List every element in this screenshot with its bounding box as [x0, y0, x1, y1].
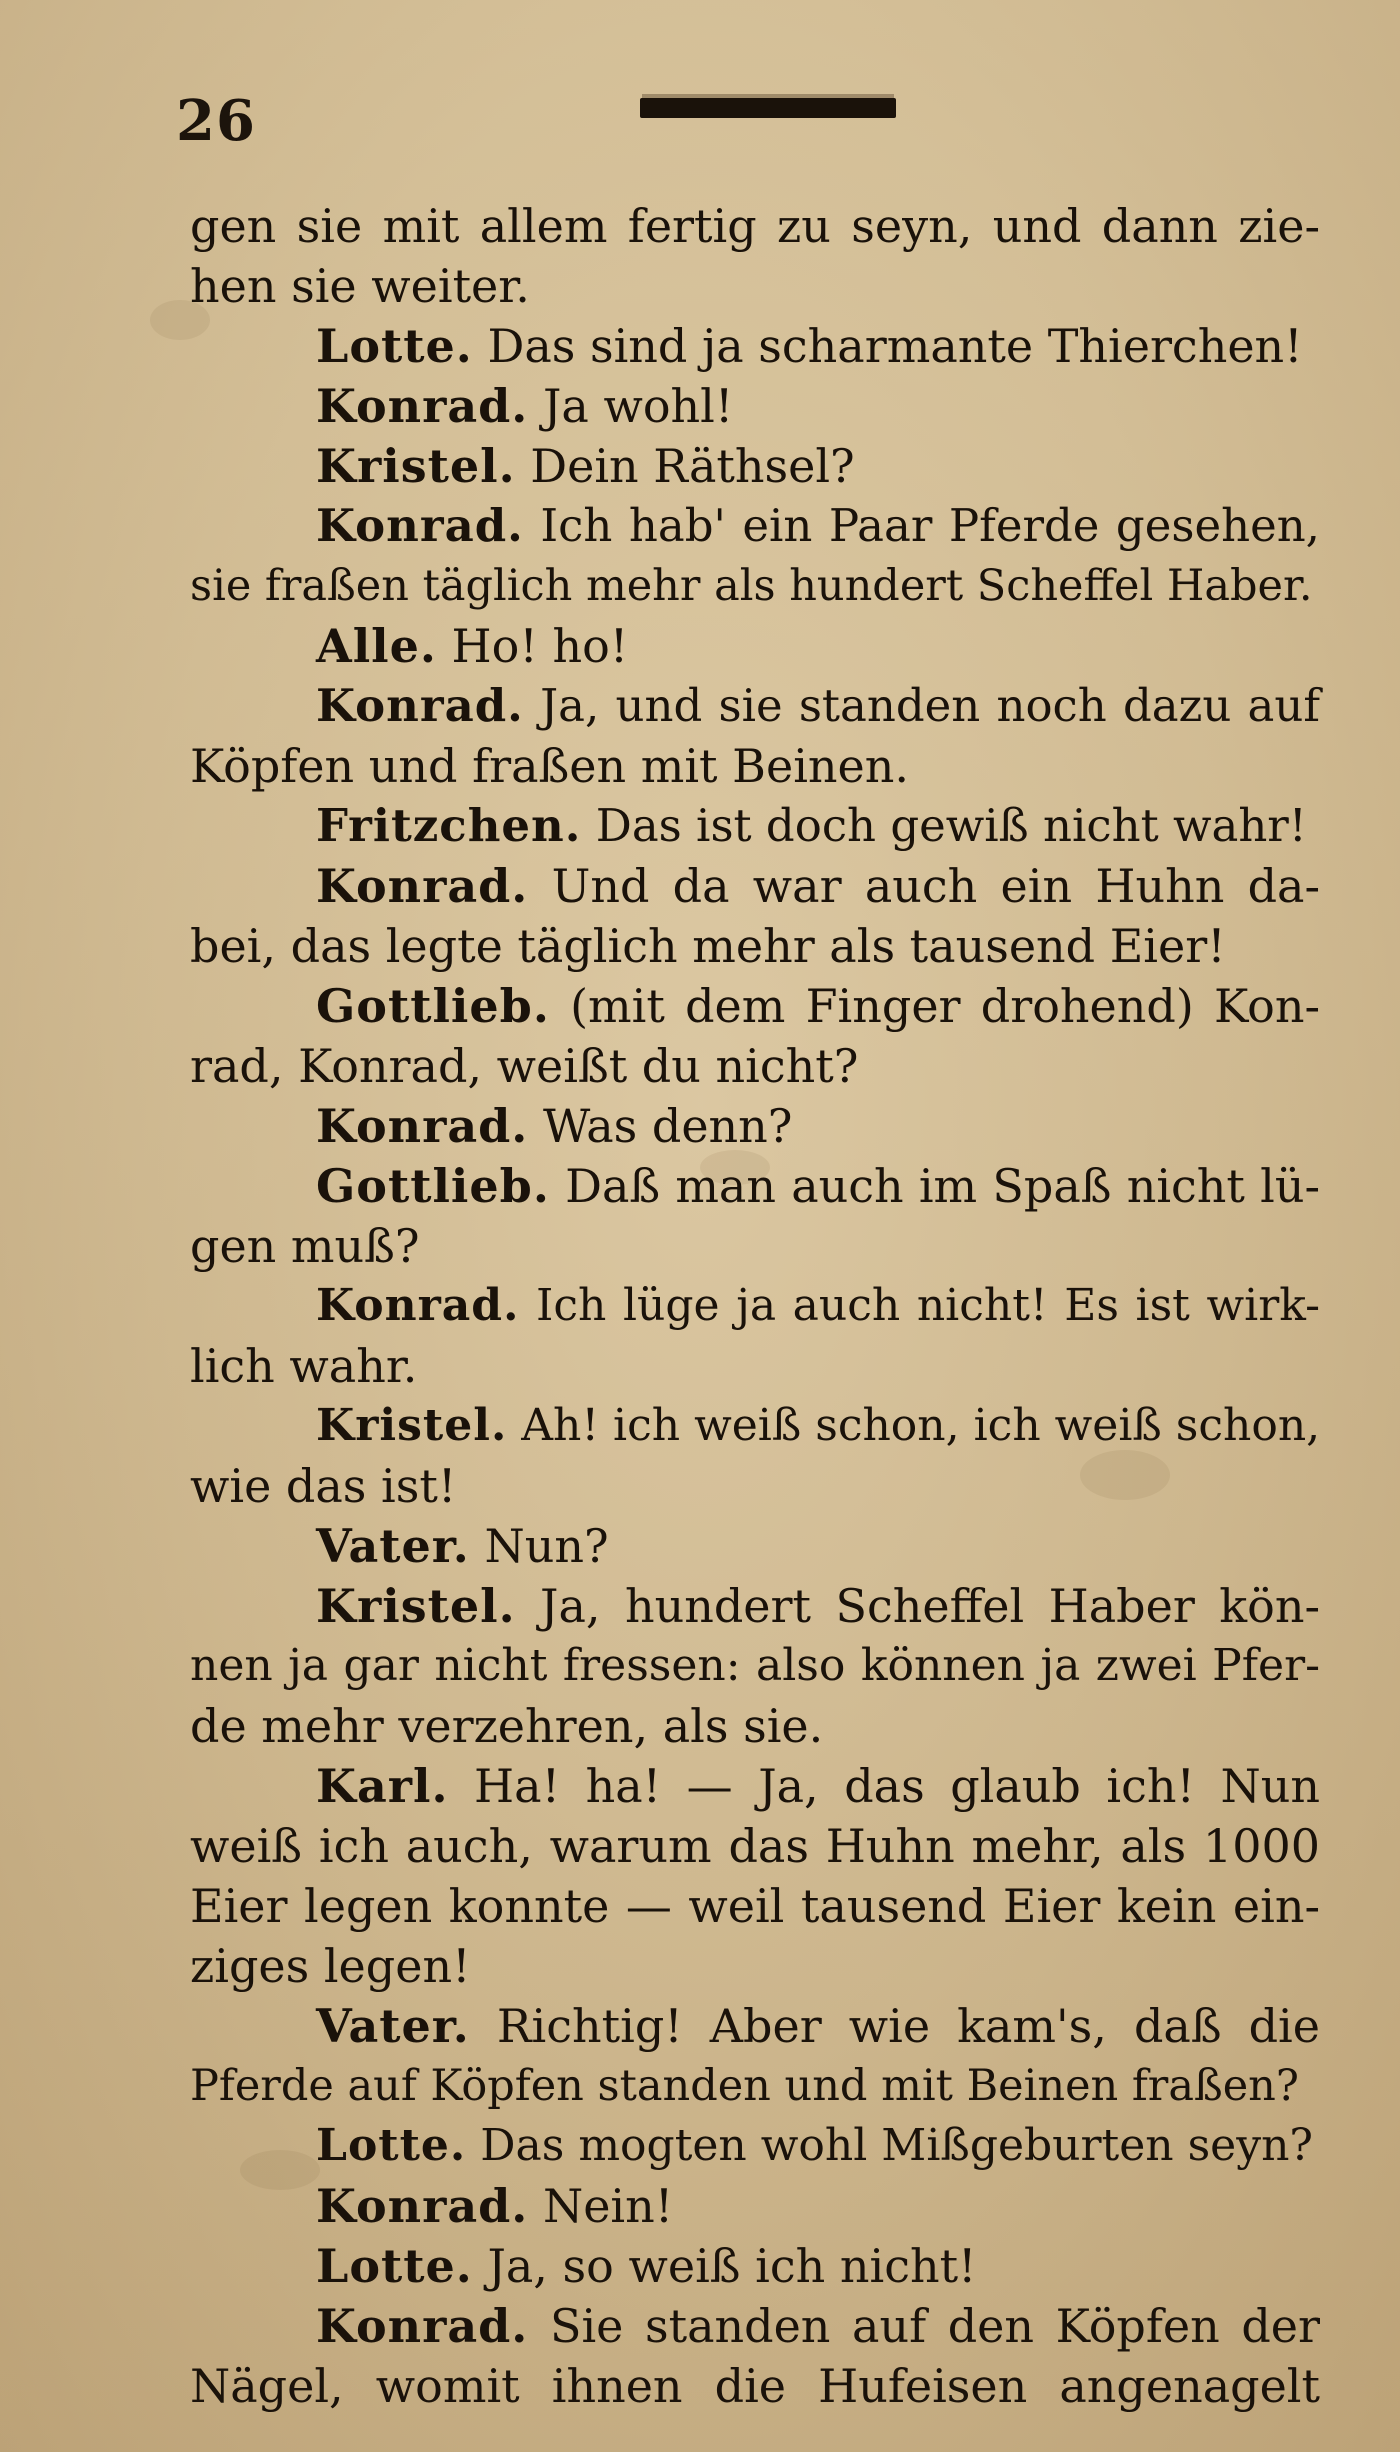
- speaker-name: Alle.: [316, 619, 437, 673]
- text-line: [190, 2356, 1320, 2416]
- line-text: Köpfen und fraßen mit Beinen.: [190, 739, 909, 793]
- speaker-name: Lotte.: [316, 319, 473, 373]
- text-line: [190, 856, 1320, 916]
- line-text: Ja, hundert Scheffel Haber kön-: [540, 1579, 1321, 1633]
- line-text: gen sie mit allem fertig zu seyn, und dann zie-: [190, 199, 1320, 253]
- text-line: [190, 796, 1320, 856]
- text-line: [190, 1336, 1320, 1396]
- text-line: [190, 2056, 1320, 2116]
- text-line: [190, 676, 1320, 736]
- speaker-name: Fritzchen.: [316, 799, 582, 852]
- text-line: [190, 1996, 1320, 2056]
- text-line: [190, 1276, 1320, 1336]
- text-line: [190, 376, 1320, 436]
- text-line: [190, 2176, 1320, 2236]
- line-text: weiß ich auch, warum das Huhn mehr, als 1000: [190, 1819, 1320, 1873]
- speaker-name: Vater.: [316, 1999, 470, 2053]
- text-line: [190, 436, 1320, 496]
- text-line: [190, 496, 1320, 556]
- speaker-name: Lotte.: [316, 2120, 467, 2171]
- text-line: [190, 1036, 1320, 1096]
- line-text: rad, Konrad, weißt du nicht?: [190, 1039, 859, 1093]
- line-text: Pferde auf Köpfen standen und mit Beinen fraßen?: [190, 2061, 1299, 2111]
- line-text: hen sie weiter.: [190, 259, 530, 313]
- line-text: Dein Räthsel?: [530, 439, 855, 493]
- speaker-name: Konrad.: [316, 379, 529, 433]
- line-text: Sie standen auf den Köpfen der: [549, 2299, 1321, 2353]
- line-text: ziges legen!: [190, 1939, 471, 1993]
- text-line: [190, 1156, 1320, 1216]
- text-line: [190, 616, 1320, 676]
- header-rule: [640, 98, 896, 118]
- text-line: [190, 1756, 1320, 1816]
- line-text: Das mogten wohl Mißgeburten seyn?: [480, 2120, 1314, 2171]
- text-line: [190, 1516, 1320, 1576]
- text-line: [190, 1876, 1320, 1936]
- speaker-name: Kristel.: [316, 1400, 508, 1451]
- text-line: [190, 916, 1320, 976]
- speaker-name: Konrad.: [316, 2299, 529, 2353]
- text-line: [190, 1816, 1320, 1876]
- text-line: [190, 2236, 1320, 2296]
- line-text: wie das ist!: [190, 1459, 457, 1513]
- text-line: [190, 556, 1320, 616]
- text-line: [190, 1096, 1320, 1156]
- text-line: [190, 1216, 1320, 1276]
- text-line: [190, 736, 1320, 796]
- text-line: [190, 1396, 1320, 1456]
- page-header: [0, 0, 1400, 170]
- speaker-name: Gottlieb.: [316, 1159, 550, 1213]
- speaker-name: Vater.: [316, 1519, 470, 1573]
- line-text: (mit dem Finger drohend) Kon-: [570, 979, 1321, 1033]
- speaker-name: Konrad.: [316, 1099, 529, 1153]
- line-text: Ich hab' ein Paar Pferde gesehen,: [540, 499, 1320, 552]
- text-line: [190, 2296, 1320, 2356]
- text-line: [190, 1576, 1320, 1636]
- text-line: [190, 1636, 1320, 1696]
- speaker-name: Konrad.: [316, 499, 524, 552]
- line-text: Richtig! Aber wie kam's, daß die: [496, 1999, 1320, 2053]
- text-line: [190, 1936, 1320, 1996]
- line-text: Ja, so weiß ich nicht!: [487, 2239, 977, 2293]
- line-text: Das sind ja scharmante Thierchen!: [487, 319, 1303, 373]
- speaker-name: Kristel.: [316, 439, 516, 493]
- line-text: nen ja gar nicht fressen: also können ja zwei Pfer-: [190, 1640, 1320, 1691]
- line-text: Ich lüge ja auch nicht! Es ist wirk-: [536, 1280, 1320, 1331]
- line-text: lich wahr.: [190, 1339, 418, 1393]
- page-number: 26: [176, 88, 256, 154]
- text-line: [190, 196, 1320, 256]
- text-line: [190, 976, 1320, 1036]
- line-text: Ah! ich weiß schon, ich weiß schon,: [521, 1400, 1321, 1451]
- speaker-name: Kristel.: [316, 1579, 516, 1633]
- line-text: Ho! ho!: [451, 619, 629, 673]
- speaker-name: Konrad.: [316, 859, 529, 913]
- speaker-name: Gottlieb.: [316, 979, 550, 1033]
- line-text: Eier legen konnte — weil tausend Eier kein ein-: [190, 1879, 1320, 1933]
- speaker-name: Konrad.: [316, 679, 524, 732]
- line-text: Ja, und sie standen noch dazu auf: [540, 679, 1320, 732]
- speaker-name: Karl.: [316, 1759, 449, 1813]
- line-text: sie fraßen täglich mehr als hundert Scheffel Haber.: [190, 561, 1313, 611]
- line-text: Nein!: [542, 2179, 674, 2233]
- line-text: Nägel, womit ihnen die Hufeisen angenagelt: [190, 2359, 1320, 2413]
- text-line: [190, 256, 1320, 316]
- line-text: Ha! ha! — Ja, das glaub ich! Nun: [474, 1759, 1321, 1813]
- speaker-name: Konrad.: [316, 2179, 529, 2233]
- line-text: Daß man auch im Spaß nicht lü-: [565, 1159, 1320, 1213]
- body-text: [190, 196, 1320, 2416]
- line-text: bei, das legte täglich mehr als tausend Eier!: [190, 919, 1226, 973]
- line-text: Ja wohl!: [542, 379, 734, 433]
- speaker-name: Konrad.: [316, 1280, 520, 1331]
- line-text: Nun?: [484, 1519, 609, 1573]
- text-line: [190, 1456, 1320, 1516]
- line-text: Das ist doch gewiß nicht wahr!: [595, 799, 1307, 852]
- line-text: Und da war auch ein Huhn da-: [551, 859, 1321, 913]
- text-line: [190, 2116, 1320, 2176]
- speaker-name: Lotte.: [316, 2239, 473, 2293]
- line-text: gen muß?: [190, 1219, 420, 1273]
- line-text: de mehr verzehren, als sie.: [190, 1699, 824, 1753]
- text-line: [190, 316, 1320, 376]
- line-text: Was denn?: [542, 1099, 793, 1153]
- text-line: [190, 1696, 1320, 1756]
